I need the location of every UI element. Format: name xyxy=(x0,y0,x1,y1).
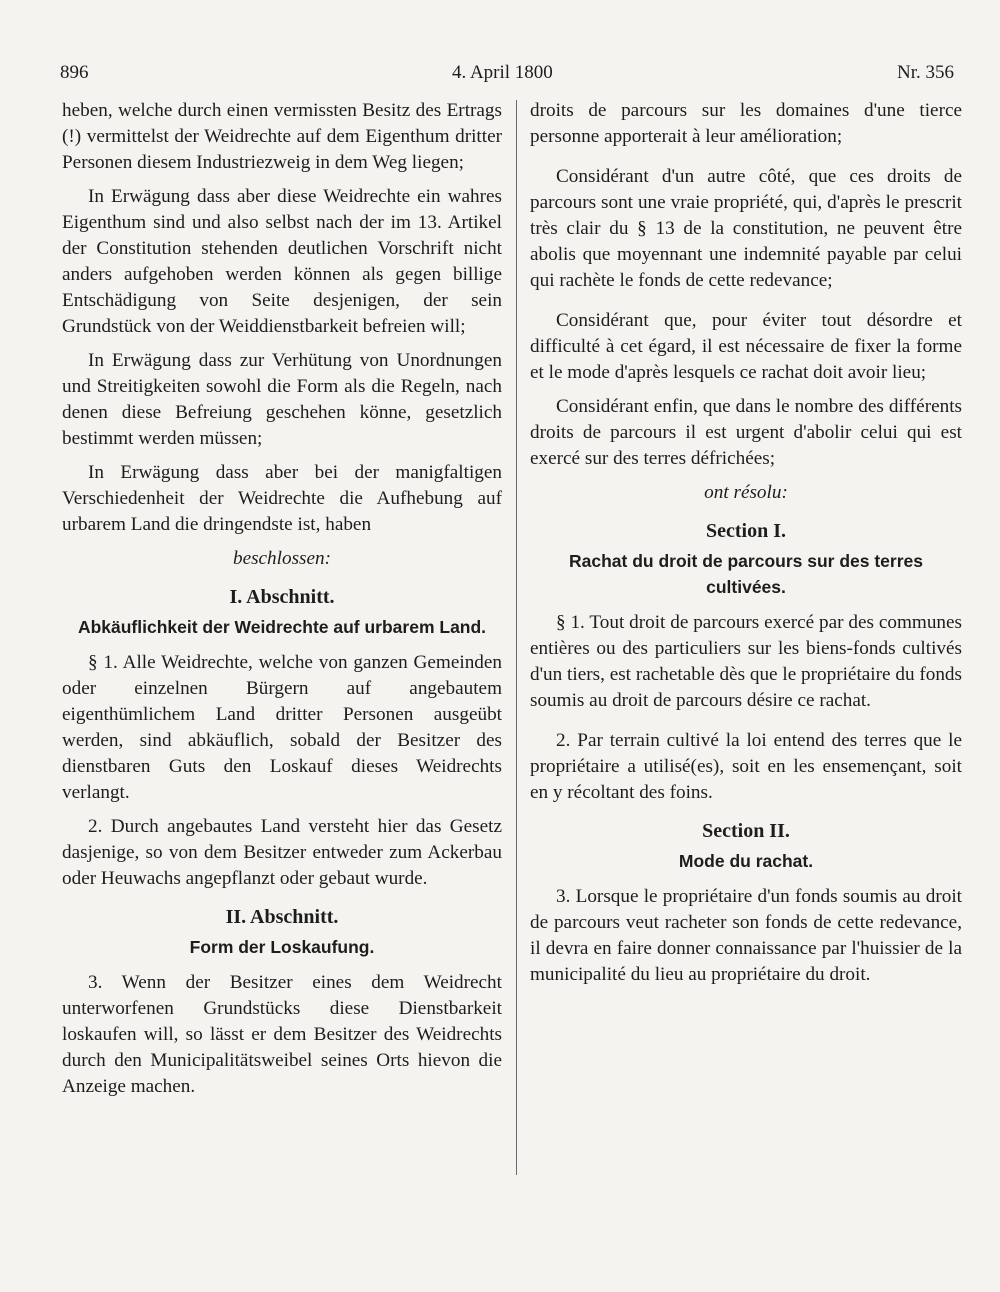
german-section-2-title: Form der Loskaufung. xyxy=(189,937,375,957)
french-para-1: droits de parcours sur les domaines d'une tierce personne apporterait à leur amélioration; xyxy=(530,100,962,147)
french-section-1-title: Rachat du droit de parcours sur des terres cultivées. xyxy=(569,551,923,597)
german-para-4: In Erwägung dass aber bei der manigfaltigen Verschiedenheit der Weidrechte die Aufhebung auf urbarem Land die dringendste ist, haben xyxy=(62,462,502,535)
french-column xyxy=(530,98,962,988)
german-resolved: beschlossen: xyxy=(232,548,332,569)
german-column xyxy=(62,98,502,1100)
french-article-3: 3. Lorsque le propriétaire d'un fonds soumis au droit de parcours veut racheter son fonds de cette redevance, il devra en faire donner connaissance par l'huissier de la municipalité du lieu au propriétaire du droit. xyxy=(530,886,962,985)
french-article-2: 2. Par terrain cultivé la loi entend des terres que le propriétaire a utilisé(es), soit en les ensemençant, soit en y récoltant des foins. xyxy=(530,730,962,803)
german-section-1-title: Abkäuflichkeit der Weidrechte auf urbarem Land. xyxy=(77,617,487,637)
column-divider xyxy=(516,100,517,1175)
french-section-1-heading: Section I. xyxy=(706,520,786,542)
french-section-2-heading: Section II. xyxy=(702,820,790,842)
german-article-1: § 1. Alle Weidrechte, welche von ganzen Gemeinden oder einzelnen Bürgern auf angebautem eigenthümlichem Land dritter Personen ausgeübt werden, sind abkäuflich, sobald der Besitzer des dienstbaren Guts den Loskauf dieses Weidrechts verlangt. xyxy=(62,652,502,803)
french-para-2: Considérant d'un autre côté, que ces droits de parcours sont une vraie propriété, qui, d'après le prescrit très clair du § 13 de la constitution, ne peuvent être abolis que moyennant une indemnité payable par celui qui rachète le fonds de cette redevance; xyxy=(530,166,962,291)
document-number: Nr. 356 xyxy=(897,62,954,83)
page-date: 4. April 1800 xyxy=(452,62,553,83)
page-header xyxy=(60,62,960,92)
french-section-2-title: Mode du rachat. xyxy=(678,851,814,871)
german-article-3: 3. Wenn der Besitzer eines dem Weidrecht unterworfenen Grundstücks diese Dienstbarkeit loskaufen will, so lässt er dem Besitzer des Weidrechts durch den Municipalitätsweibel seines Orts hievon die Anzeige machen. xyxy=(62,972,502,1097)
german-para-2: In Erwägung dass aber diese Weidrechte ein wahres Eigenthum sind und also selbst nach der im 13. Artikel der Constitution stehenden deutlichen Vorschrift nicht anders aufgehoben werden können als gegen billige Entschädigung von Seite desjenigen, der sein Grundstück von der Weiddienstbarkeit befreien will; xyxy=(62,186,502,337)
page-number: 896 xyxy=(60,62,89,83)
french-para-3: Considérant que, pour éviter tout désordre et difficulté à cet égard, il est nécessaire de fixer la forme et le mode d'après lesquels ce rachat doit avoir lieu; xyxy=(530,310,962,383)
french-resolved: ont résolu: xyxy=(704,482,788,503)
french-article-1: § 1. Tout droit de parcours exercé par des communes entières ou des particuliers sur les biens-fonds cultivés d'un tiers, est rachetable dès que le propriétaire du fonds soumis au droit de parcours désire ce rachat. xyxy=(530,612,962,711)
german-para-3: In Erwägung dass zur Verhütung von Unordnungen und Streitigkeiten sowohl die Form als die Regeln, nach denen diese Befreiung geschehen könne, gesetzlich bestimmt werden müssen; xyxy=(62,350,502,449)
german-section-1-heading: I. Abschnitt. xyxy=(229,586,335,608)
german-article-2: 2. Durch angebautes Land versteht hier das Gesetz dasjenige, so von dem Besitzer entweder zum Ackerbau oder Heuwachs angepflanzt oder gebaut wurde. xyxy=(62,816,502,889)
french-para-4: Considérant enfin, que dans le nombre des différents droits de parcours il est urgent d'abolir celui qui est exercé sur des terres défrichées; xyxy=(530,396,962,469)
german-para-1: heben, welche durch einen vermissten Besitz des Ertrags (!) vermittelst der Weidrechte auf dem Eigenthum dritter Personen diesem Industriezweig in dem Weg liegen; xyxy=(62,100,502,173)
german-section-2-heading: II. Abschnitt. xyxy=(225,906,339,928)
